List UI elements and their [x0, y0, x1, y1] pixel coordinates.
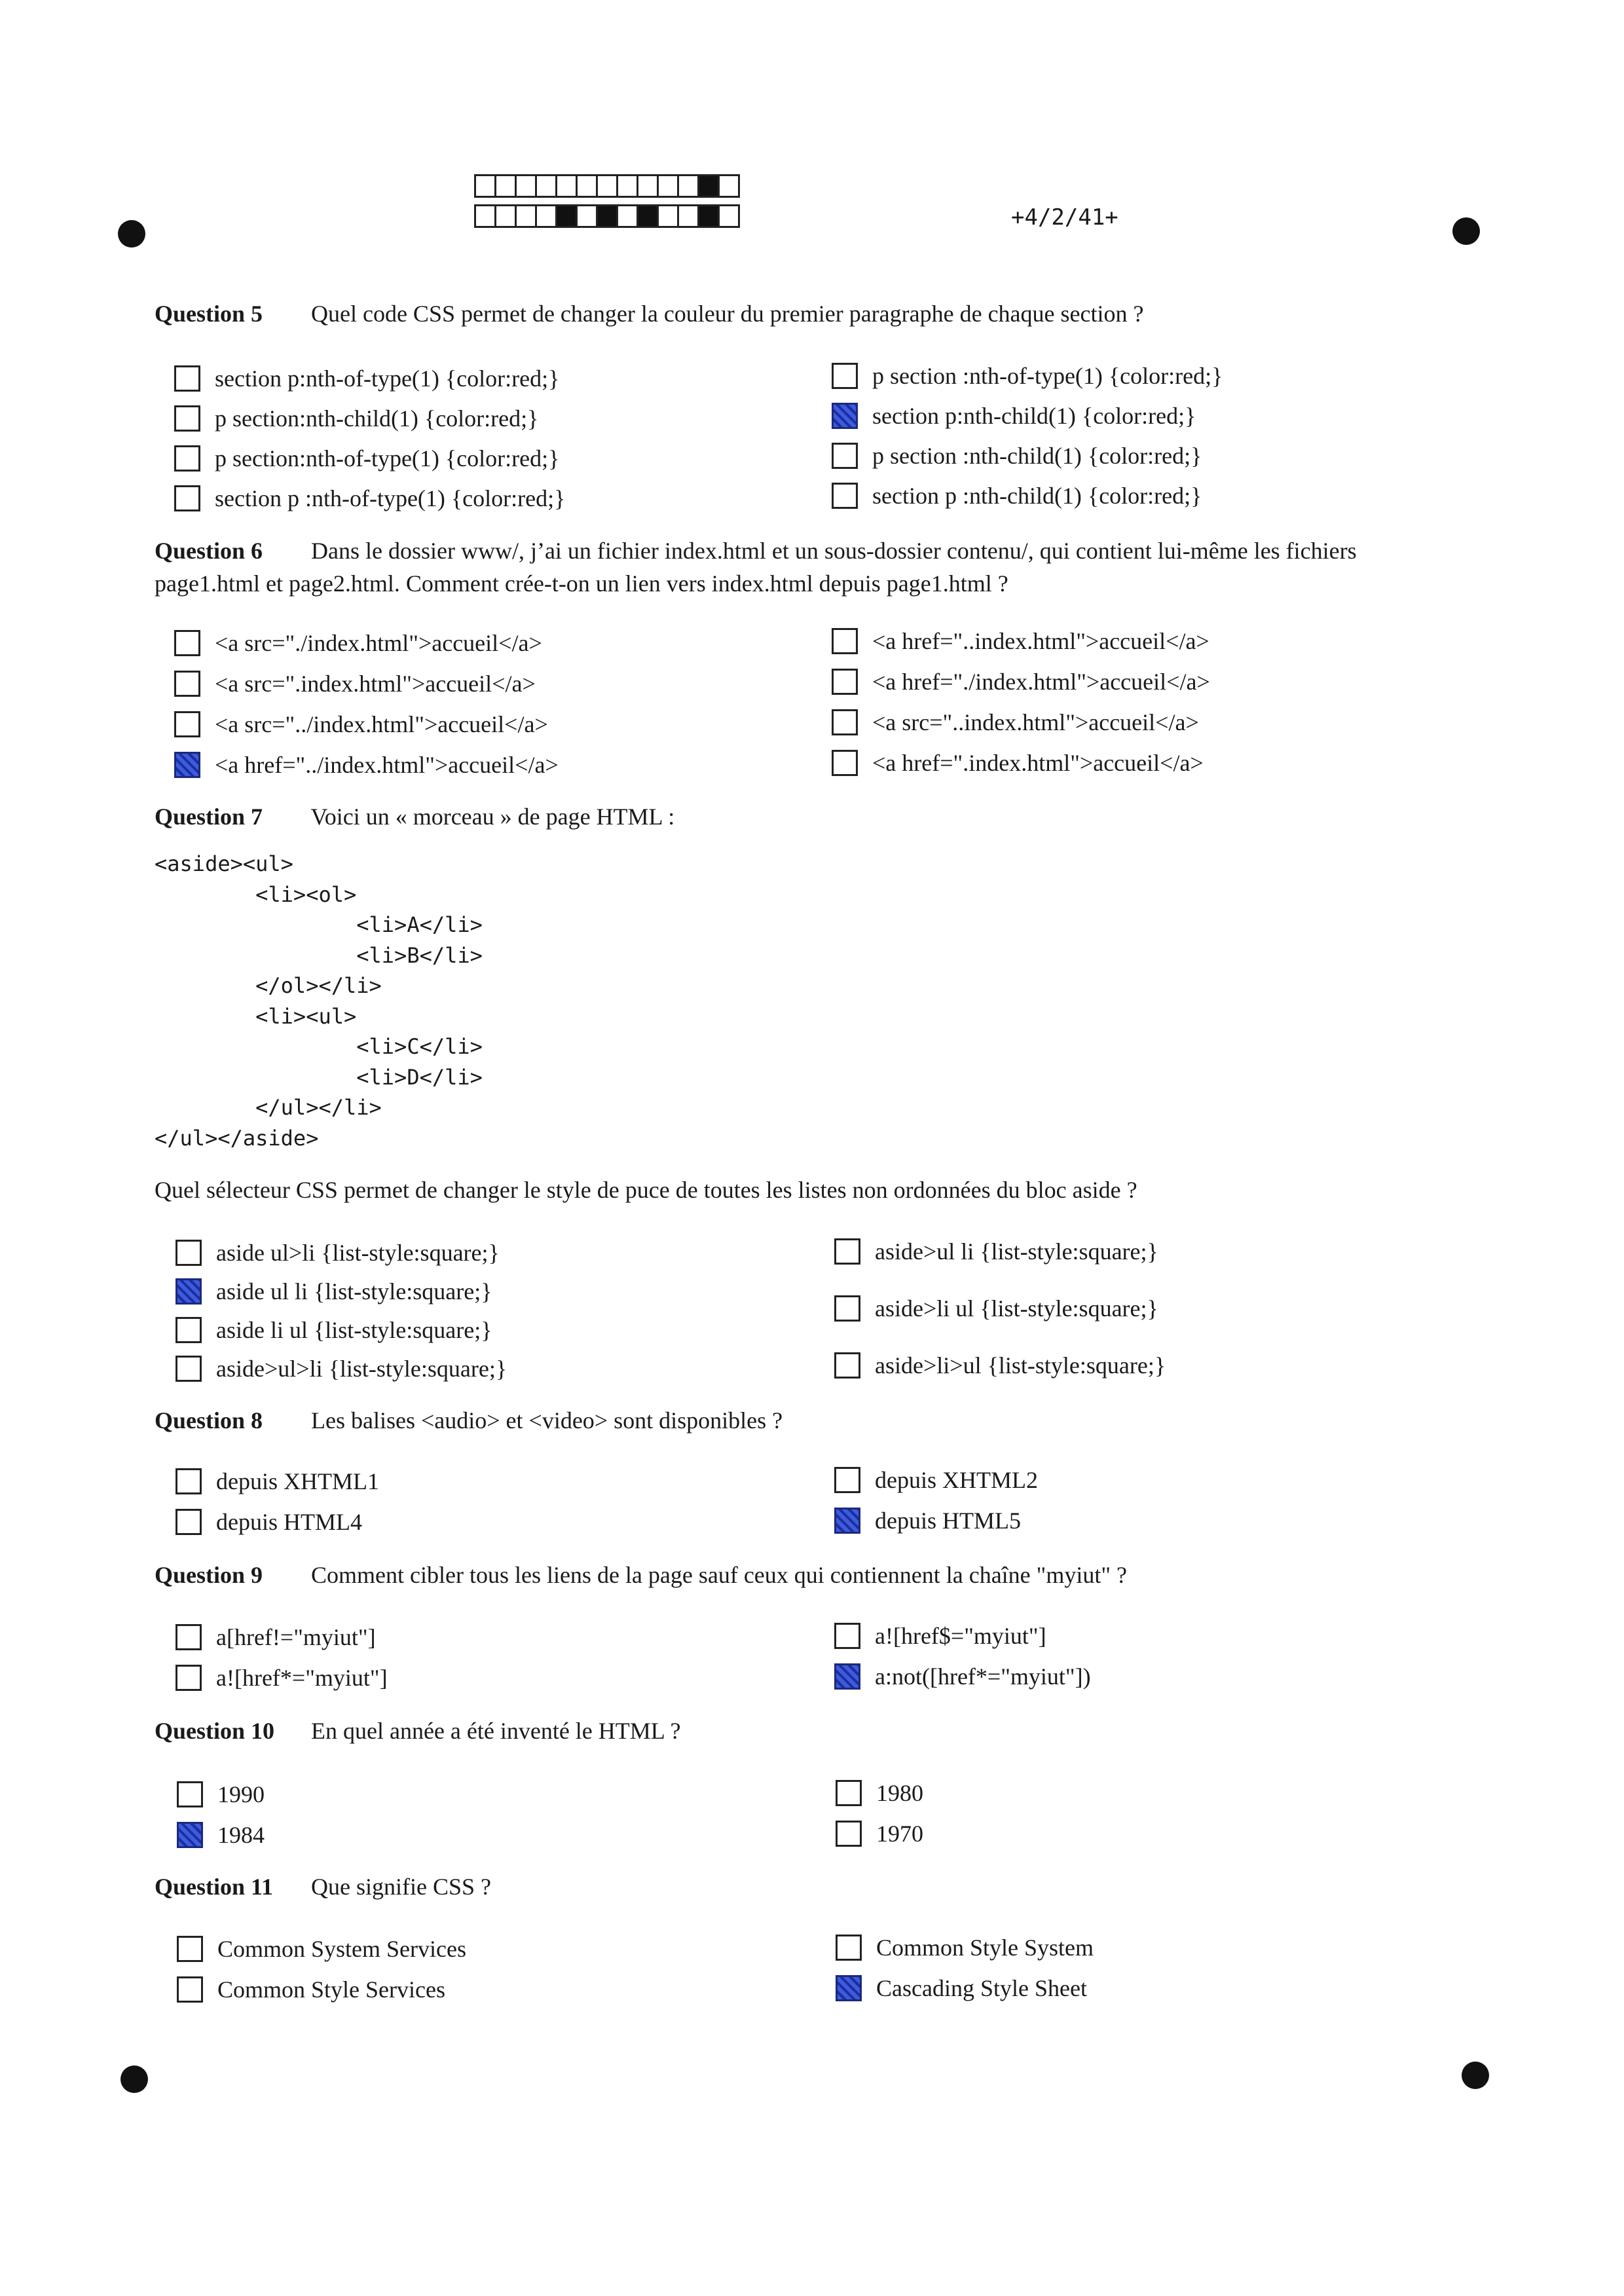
checkbox-checked[interactable]	[834, 1508, 860, 1534]
answer-label: a![href*="myiut"]	[216, 1665, 388, 1691]
question-text: Dans le dossier www/, j’ai un fichier index.html et un sous-dossier contenu/, qui contient lui-même les fichiers page1.html et page2.html. Comment crée-t-on un lien vers index.html depuis page1.html ?	[155, 538, 1357, 597]
answer-label: <a href="../index.html">accueil</a>	[215, 752, 559, 778]
answer-option[interactable]	[177, 1819, 265, 1851]
code-cell	[474, 174, 496, 198]
checkbox[interactable]	[177, 1936, 203, 1962]
answer-label: aside>ul>li {list-style:square;}	[216, 1356, 507, 1382]
answer-option[interactable]	[175, 1276, 492, 1307]
answer-option[interactable]	[836, 1777, 923, 1809]
question-label: Question 7	[155, 804, 263, 830]
checkbox[interactable]	[174, 630, 200, 656]
question-5	[155, 300, 1143, 327]
answer-label: <a src="./index.html">accueil</a>	[215, 630, 542, 656]
checkbox[interactable]	[834, 1352, 860, 1379]
checkbox[interactable]	[175, 1509, 202, 1535]
registration-mark-top-right	[1452, 217, 1480, 245]
registration-mark-bottom-right	[1462, 2062, 1489, 2089]
checkbox[interactable]	[175, 1356, 202, 1382]
answer-option[interactable]	[175, 1237, 500, 1268]
code-cell	[474, 204, 496, 228]
question-text: Voici un « morceau » de page HTML :	[310, 804, 675, 830]
question-10	[155, 1717, 680, 1745]
answer-option[interactable]	[834, 1236, 1158, 1267]
code-cell	[697, 204, 720, 228]
checkbox[interactable]	[836, 1821, 862, 1847]
answer-label: depuis HTML5	[875, 1508, 1021, 1534]
answer-label: <a href="..index.html">accueil</a>	[872, 628, 1209, 654]
checkbox[interactable]	[174, 445, 200, 472]
checkbox-checked[interactable]	[832, 403, 858, 429]
question-9	[155, 1561, 1127, 1589]
checkbox[interactable]	[832, 669, 858, 695]
checkbox[interactable]	[832, 750, 858, 776]
checkbox[interactable]	[174, 711, 200, 737]
answer-option[interactable]	[175, 1506, 362, 1538]
code-cell	[697, 174, 720, 198]
answer-option[interactable]	[832, 666, 1210, 697]
answer-option[interactable]	[832, 480, 1202, 511]
code-cell	[657, 204, 679, 228]
answer-label: 1990	[217, 1781, 265, 1807]
answer-option[interactable]	[175, 1353, 507, 1384]
checkbox[interactable]	[832, 443, 858, 469]
checkbox-checked[interactable]	[836, 1975, 862, 2001]
checkbox[interactable]	[177, 1976, 203, 2003]
answer-option[interactable]	[177, 1779, 265, 1810]
code-cell	[637, 174, 659, 198]
checkbox[interactable]	[834, 1467, 860, 1493]
answer-label: Cascading Style Sheet	[876, 1975, 1087, 2001]
checkbox-checked[interactable]	[834, 1663, 860, 1690]
answer-label: p section :nth-child(1) {color:red;}	[872, 443, 1202, 469]
answer-label: a[href!="myiut"]	[216, 1624, 376, 1650]
checkbox-checked[interactable]	[174, 752, 200, 778]
answer-label: aside ul>li {list-style:square;}	[216, 1240, 500, 1266]
checkbox-checked[interactable]	[177, 1822, 203, 1848]
checkbox[interactable]	[175, 1468, 202, 1494]
answer-option[interactable]	[174, 403, 538, 434]
answer-option[interactable]	[174, 483, 565, 514]
answer-option[interactable]	[834, 1505, 1021, 1536]
page-identifier: +4/2/41+	[1011, 204, 1118, 231]
answer-label: aside>li>ul {list-style:square;}	[875, 1352, 1166, 1379]
code-cell	[616, 174, 638, 198]
answer-option[interactable]	[177, 1974, 445, 2005]
answer-label: section p:nth-of-type(1) {color:red;}	[215, 365, 560, 392]
answer-option[interactable]	[174, 749, 559, 781]
registration-mark-bottom-left	[120, 2065, 148, 2093]
question-label: Question 11	[155, 1874, 274, 1900]
answer-option[interactable]	[175, 1466, 379, 1497]
checkbox[interactable]	[177, 1781, 203, 1807]
registration-mark-top-left	[118, 220, 145, 248]
answer-label: aside>ul li {list-style:square;}	[875, 1238, 1158, 1265]
answer-label: aside li ul {list-style:square;}	[216, 1317, 492, 1343]
code-cell	[596, 204, 618, 228]
checkbox[interactable]	[175, 1240, 202, 1266]
checkbox-checked[interactable]	[175, 1278, 202, 1305]
question-label: Question 10	[155, 1718, 275, 1744]
code-cell	[637, 204, 659, 228]
checkbox[interactable]	[174, 405, 200, 432]
code-cell	[596, 174, 618, 198]
checkbox[interactable]	[832, 628, 858, 654]
html-code-snippet: <aside><ul> <li><ol> <li>A</li> <li>B</li> </ol></li> <li><ul> <li>C</li> <li>D</li> </ul></li> </ul></aside>	[155, 851, 483, 1151]
code-cell	[718, 204, 740, 228]
page-code-bar-bottom	[474, 204, 738, 228]
page-code-bar-top	[474, 174, 738, 198]
question-text: En quel année a été inventé le HTML ?	[311, 1718, 681, 1744]
answer-label: p section :nth-of-type(1) {color:red;}	[872, 363, 1223, 389]
code-cell	[494, 204, 517, 228]
code-cell	[576, 204, 598, 228]
code-cell	[515, 204, 537, 228]
answer-label: depuis XHTML2	[875, 1467, 1038, 1493]
checkbox[interactable]	[175, 1624, 202, 1650]
answer-option[interactable]	[836, 1932, 1094, 1963]
answer-label: depuis HTML4	[216, 1509, 362, 1535]
answer-label: <a src=".index.html">accueil</a>	[215, 671, 536, 697]
code-cell	[576, 174, 598, 198]
checkbox[interactable]	[834, 1623, 860, 1649]
question-text: Comment cibler tous les liens de la page sauf ceux qui contiennent la chaîne "myiut" ?	[311, 1562, 1128, 1588]
question-7	[155, 803, 674, 830]
checkbox[interactable]	[834, 1238, 860, 1265]
code-cell	[494, 174, 517, 198]
question-text: Quel code CSS permet de changer la couleur du premier paragraphe de chaque section ?	[311, 301, 1144, 327]
answer-label: depuis XHTML1	[216, 1468, 379, 1494]
answer-option[interactable]	[832, 400, 1196, 432]
answer-option[interactable]	[174, 363, 559, 394]
question-8	[155, 1407, 783, 1434]
question-11	[155, 1873, 491, 1900]
question-label: Question 9	[155, 1562, 263, 1588]
answer-option[interactable]	[832, 707, 1199, 738]
answer-option[interactable]	[836, 1818, 923, 1849]
answer-label: Common Style Services	[217, 1976, 445, 2003]
code-cell	[555, 204, 578, 228]
answer-label: <a src="..index.html">accueil</a>	[872, 709, 1199, 735]
answer-option[interactable]	[175, 1662, 388, 1694]
answer-label: aside ul li {list-style:square;}	[216, 1278, 492, 1305]
code-cell	[616, 204, 638, 228]
question-label: Question 8	[155, 1407, 263, 1434]
checkbox[interactable]	[832, 483, 858, 509]
checkbox[interactable]	[832, 363, 858, 389]
checkbox[interactable]	[836, 1935, 862, 1961]
answer-option[interactable]	[174, 443, 559, 474]
answer-label: a:not([href*="myiut"])	[875, 1663, 1091, 1690]
answer-label: 1984	[217, 1822, 265, 1848]
answer-option[interactable]	[177, 1933, 466, 1965]
checkbox[interactable]	[832, 709, 858, 735]
answer-label: section p:nth-child(1) {color:red;}	[872, 403, 1196, 429]
answer-label: 1980	[876, 1780, 923, 1806]
answer-label: section p :nth-of-type(1) {color:red;}	[215, 485, 566, 511]
answer-option[interactable]	[832, 440, 1202, 472]
answer-label: section p :nth-child(1) {color:red;}	[872, 483, 1202, 509]
checkbox[interactable]	[174, 671, 200, 697]
answer-option[interactable]	[834, 1620, 1046, 1652]
answer-label: <a href="./index.html">accueil</a>	[872, 669, 1210, 695]
checkbox[interactable]	[175, 1665, 202, 1691]
answer-label: p section:nth-of-type(1) {color:red;}	[215, 445, 560, 472]
answer-label: Common System Services	[217, 1936, 466, 1962]
answer-label: Common Style System	[876, 1935, 1094, 1961]
answer-label: p section:nth-child(1) {color:red;}	[215, 405, 539, 432]
code-cell	[657, 174, 679, 198]
question-label: Question 5	[155, 301, 263, 327]
answer-label: a![href$="myiut"]	[875, 1623, 1046, 1649]
answer-option[interactable]	[832, 360, 1223, 392]
answer-label: aside>li ul {list-style:square;}	[875, 1295, 1158, 1322]
code-cell	[677, 204, 699, 228]
answer-option[interactable]	[834, 1293, 1158, 1324]
answer-option[interactable]	[175, 1314, 492, 1346]
answer-option[interactable]	[834, 1661, 1091, 1692]
code-cell	[535, 204, 557, 228]
answer-option[interactable]	[174, 627, 542, 659]
answer-option[interactable]	[174, 709, 548, 740]
question-label: Question 6	[155, 538, 263, 564]
answer-option[interactable]	[832, 625, 1209, 657]
answer-label: <a src="../index.html">accueil</a>	[215, 711, 548, 737]
checkbox[interactable]	[834, 1295, 860, 1322]
answer-option[interactable]	[834, 1350, 1166, 1381]
answer-label: <a href=".index.html">accueil</a>	[872, 750, 1204, 776]
question-6	[155, 534, 1464, 600]
answer-label: 1970	[876, 1821, 923, 1847]
code-cell	[718, 174, 740, 198]
code-cell	[677, 174, 699, 198]
answer-option[interactable]	[174, 668, 536, 699]
checkbox[interactable]	[836, 1780, 862, 1806]
checkbox[interactable]	[174, 365, 200, 392]
answer-option[interactable]	[834, 1464, 1038, 1496]
code-cell	[535, 174, 557, 198]
question-7-subtext: Quel sélecteur CSS permet de changer le style de puce de toutes les listes non ordonnées du bloc aside ?	[155, 1177, 1137, 1203]
answer-option[interactable]	[836, 1972, 1087, 2004]
answer-option[interactable]	[832, 747, 1204, 779]
checkbox[interactable]	[174, 485, 200, 511]
question-text: Que signifie CSS ?	[311, 1874, 491, 1900]
code-cell	[515, 174, 537, 198]
code-cell	[555, 174, 578, 198]
question-text: Les balises <audio> et <video> sont disponibles ?	[311, 1407, 783, 1434]
answer-option[interactable]	[175, 1621, 376, 1653]
checkbox[interactable]	[175, 1317, 202, 1343]
